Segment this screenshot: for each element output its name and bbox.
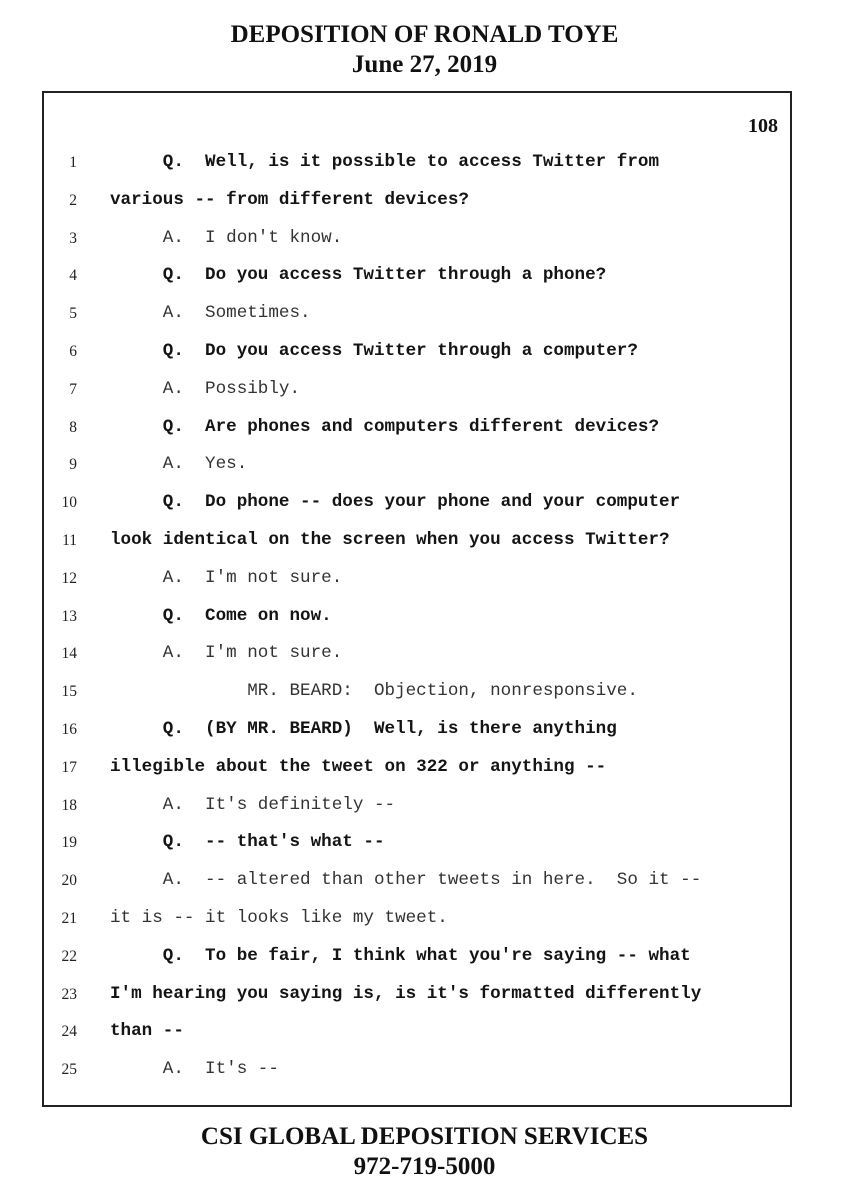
transcript-line — [44, 792, 790, 830]
line-number: 17 — [61, 758, 77, 776]
company-phone: 972-719-5000 — [353, 1153, 496, 1180]
question-text: Q. Are phones and computers different devices? — [110, 416, 660, 437]
transcript-line — [44, 1018, 790, 1056]
line-number: 20 — [61, 872, 77, 890]
answer-text: A. Yes. — [110, 454, 248, 475]
question-text: I'm hearing you saying is, is it's formatted differently — [110, 983, 702, 1004]
answer-text: A. I'm not sure. — [110, 643, 343, 664]
question-text: various -- from different devices? — [110, 189, 469, 210]
answer-text: it is -- it looks like my tweet. — [110, 907, 448, 928]
transcript-lines — [44, 149, 790, 1094]
deposition-title: DEPOSITION OF RONALD TOYE — [230, 21, 619, 48]
question-text: than -- — [110, 1021, 184, 1042]
transcript-line — [44, 451, 790, 489]
line-number: 13 — [61, 607, 77, 625]
transcript-line — [44, 867, 790, 905]
line-number: 9 — [69, 456, 77, 474]
question-text: Q. (BY MR. BEARD) Well, is there anything — [110, 718, 617, 739]
answer-text: A. -- altered than other tweets in here. So it -- — [110, 870, 702, 891]
transcript-line — [44, 149, 790, 187]
question-text: Q. Well, is it possible to access Twitter from — [110, 152, 660, 172]
line-number: 24 — [61, 1023, 77, 1041]
transcript-line — [44, 262, 790, 300]
answer-text: A. I don't know. — [110, 227, 343, 248]
line-number: 16 — [61, 720, 77, 738]
company-name: CSI GLOBAL DEPOSITION SERVICES — [200, 1123, 649, 1150]
question-text: illegible about the tweet on 322 or anything -- — [110, 756, 607, 777]
transcript-line — [44, 338, 790, 376]
question-text: Q. Come on now. — [110, 605, 332, 626]
line-number: 10 — [61, 494, 77, 512]
line-number: 15 — [61, 683, 77, 701]
transcript-line — [44, 565, 790, 603]
answer-text: MR. BEARD: Objection, nonresponsive. — [110, 681, 638, 702]
line-number: 18 — [61, 796, 77, 814]
line-number: 2 — [69, 191, 77, 209]
line-number: 22 — [61, 947, 77, 965]
answer-text: A. Possibly. — [110, 378, 301, 399]
document-header — [0, 20, 849, 80]
transcript-line — [44, 187, 790, 225]
line-number: 5 — [69, 305, 77, 323]
answer-text: A. I'm not sure. — [110, 567, 343, 588]
deposition-date: June 27, 2019 — [351, 51, 498, 78]
transcript-line — [44, 678, 790, 716]
transcript-line — [44, 300, 790, 338]
transcript-line — [44, 603, 790, 641]
answer-text: A. It's -- — [110, 1059, 279, 1080]
question-text: Q. Do phone -- does your phone and your computer — [110, 492, 681, 513]
transcript-line — [44, 489, 790, 527]
line-number: 19 — [61, 834, 77, 852]
question-text: Q. -- that's what -- — [110, 832, 385, 853]
transcript-line — [44, 754, 790, 792]
question-text: Q. To be fair, I think what you're saying -- what — [110, 945, 691, 966]
line-number: 7 — [69, 380, 77, 398]
question-text: Q. Do you access Twitter through a computer? — [110, 340, 638, 361]
question-text: Q. Do you access Twitter through a phone? — [110, 265, 607, 286]
line-number: 12 — [61, 569, 77, 587]
line-number: 3 — [69, 229, 77, 247]
line-number: 14 — [61, 645, 77, 663]
answer-text: A. It's definitely -- — [110, 794, 396, 815]
document-footer — [0, 1122, 849, 1182]
question-text: look identical on the screen when you access Twitter? — [110, 529, 670, 550]
line-number: 6 — [69, 342, 77, 360]
transcript-line — [44, 1056, 790, 1094]
line-number: 23 — [61, 985, 77, 1003]
answer-text: A. Sometimes. — [110, 303, 311, 324]
line-number: 21 — [61, 909, 77, 927]
transcript-line — [44, 981, 790, 1019]
transcript-line — [44, 943, 790, 981]
transcript-page — [42, 91, 792, 1107]
transcript-line — [44, 225, 790, 263]
transcript-line — [44, 640, 790, 678]
transcript-line — [44, 527, 790, 565]
transcript-line — [44, 829, 790, 867]
line-number: 11 — [62, 531, 77, 549]
line-number: 4 — [69, 267, 77, 285]
transcript-line — [44, 414, 790, 452]
page-number: 108 — [748, 115, 778, 137]
line-number: 1 — [69, 154, 77, 171]
transcript-line — [44, 905, 790, 943]
line-number: 25 — [61, 1061, 77, 1079]
transcript-line — [44, 376, 790, 414]
transcript-line — [44, 716, 790, 754]
line-number: 8 — [69, 418, 77, 436]
